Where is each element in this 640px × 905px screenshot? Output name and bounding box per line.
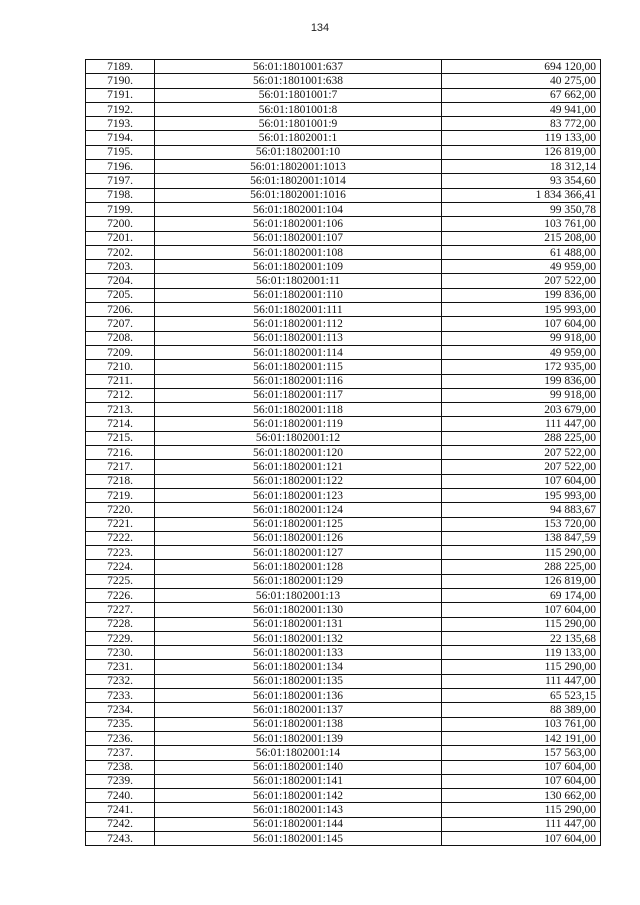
table-row	[86, 331, 601, 345]
cadastral-number-cell: 56:01:1802001:130	[155, 603, 442, 617]
value-cell: 49 959,00	[442, 345, 601, 359]
row-number-cell: 7226.	[86, 588, 155, 602]
cadastral-number-cell: 56:01:1802001:128	[155, 560, 442, 574]
table-row	[86, 245, 601, 259]
row-number-cell: 7236.	[86, 731, 155, 745]
table-row	[86, 774, 601, 788]
table-row	[86, 417, 601, 431]
value-cell: 203 679,00	[442, 403, 601, 417]
cadastral-table	[85, 59, 601, 846]
table-row	[86, 789, 601, 803]
row-number-cell: 7230.	[86, 646, 155, 660]
row-number-cell: 7240.	[86, 789, 155, 803]
row-number-cell: 7204.	[86, 274, 155, 288]
value-cell: 138 847,59	[442, 531, 601, 545]
table-row	[86, 832, 601, 846]
table-row	[86, 674, 601, 688]
table-row	[86, 360, 601, 374]
cadastral-number-cell: 56:01:1801001:637	[155, 60, 442, 74]
row-number-cell: 7210.	[86, 360, 155, 374]
value-cell: 69 174,00	[442, 588, 601, 602]
value-cell: 115 290,00	[442, 660, 601, 674]
table-row	[86, 388, 601, 402]
value-cell: 207 522,00	[442, 460, 601, 474]
value-cell: 99 350,78	[442, 202, 601, 216]
value-cell: 107 604,00	[442, 474, 601, 488]
cadastral-number-cell: 56:01:1802001:144	[155, 817, 442, 831]
table-row	[86, 460, 601, 474]
cadastral-number-cell: 56:01:1802001:125	[155, 517, 442, 531]
value-cell: 18 312,14	[442, 160, 601, 174]
value-cell: 103 761,00	[442, 217, 601, 231]
row-number-cell: 7206.	[86, 303, 155, 317]
value-cell: 40 275,00	[442, 74, 601, 88]
table-row	[86, 217, 601, 231]
value-cell: 153 720,00	[442, 517, 601, 531]
table-row	[86, 345, 601, 359]
cadastral-number-cell: 56:01:1802001:1	[155, 131, 442, 145]
value-cell: 119 133,00	[442, 131, 601, 145]
row-number-cell: 7191.	[86, 88, 155, 102]
value-cell: 111 447,00	[442, 417, 601, 431]
value-cell: 111 447,00	[442, 674, 601, 688]
value-cell: 107 604,00	[442, 317, 601, 331]
row-number-cell: 7209.	[86, 345, 155, 359]
value-cell: 67 662,00	[442, 88, 601, 102]
value-cell: 1 834 366,41	[442, 188, 601, 202]
row-number-cell: 7197.	[86, 174, 155, 188]
row-number-cell: 7211.	[86, 374, 155, 388]
row-number-cell: 7241.	[86, 803, 155, 817]
row-number-cell: 7239.	[86, 774, 155, 788]
cadastral-number-cell: 56:01:1802001:110	[155, 288, 442, 302]
value-cell: 49 941,00	[442, 102, 601, 116]
cadastral-number-cell: 56:01:1801001:638	[155, 74, 442, 88]
value-cell: 126 819,00	[442, 574, 601, 588]
cadastral-number-cell: 56:01:1802001:132	[155, 631, 442, 645]
value-cell: 94 883,67	[442, 503, 601, 517]
value-cell: 199 836,00	[442, 374, 601, 388]
cadastral-number-cell: 56:01:1801001:8	[155, 102, 442, 116]
row-number-cell: 7208.	[86, 331, 155, 345]
cadastral-number-cell: 56:01:1802001:127	[155, 546, 442, 560]
table-row	[86, 574, 601, 588]
cadastral-number-cell: 56:01:1802001:119	[155, 417, 442, 431]
cadastral-number-cell: 56:01:1802001:108	[155, 245, 442, 259]
value-cell: 83 772,00	[442, 117, 601, 131]
row-number-cell: 7192.	[86, 102, 155, 116]
table-row	[86, 374, 601, 388]
cadastral-number-cell: 56:01:1802001:123	[155, 488, 442, 502]
cadastral-number-cell: 56:01:1802001:129	[155, 574, 442, 588]
page-number: 134	[310, 22, 330, 34]
table-row	[86, 160, 601, 174]
row-number-cell: 7202.	[86, 245, 155, 259]
row-number-cell: 7196.	[86, 160, 155, 174]
cadastral-number-cell: 56:01:1802001:1013	[155, 160, 442, 174]
row-number-cell: 7219.	[86, 488, 155, 502]
cadastral-number-cell: 56:01:1802001:112	[155, 317, 442, 331]
cadastral-number-cell: 56:01:1802001:126	[155, 531, 442, 545]
row-number-cell: 7224.	[86, 560, 155, 574]
table-row	[86, 703, 601, 717]
value-cell: 172 935,00	[442, 360, 601, 374]
table-row	[86, 260, 601, 274]
cadastral-number-cell: 56:01:1802001:106	[155, 217, 442, 231]
value-cell: 107 604,00	[442, 774, 601, 788]
cadastral-number-cell: 56:01:1802001:121	[155, 460, 442, 474]
table-row	[86, 488, 601, 502]
cadastral-number-cell: 56:01:1802001:124	[155, 503, 442, 517]
cadastral-number-cell: 56:01:1802001:134	[155, 660, 442, 674]
row-number-cell: 7237.	[86, 746, 155, 760]
row-number-cell: 7195.	[86, 145, 155, 159]
value-cell: 93 354,60	[442, 174, 601, 188]
cadastral-number-cell: 56:01:1802001:116	[155, 374, 442, 388]
value-cell: 111 447,00	[442, 817, 601, 831]
row-number-cell: 7198.	[86, 188, 155, 202]
row-number-cell: 7238.	[86, 760, 155, 774]
table-row	[86, 760, 601, 774]
cadastral-number-cell: 56:01:1802001:122	[155, 474, 442, 488]
cadastral-number-cell: 56:01:1802001:14	[155, 746, 442, 760]
table-row	[86, 717, 601, 731]
table-row	[86, 431, 601, 445]
cadastral-number-cell: 56:01:1802001:11	[155, 274, 442, 288]
cadastral-number-cell: 56:01:1802001:133	[155, 646, 442, 660]
cadastral-number-cell: 56:01:1801001:7	[155, 88, 442, 102]
value-cell: 107 604,00	[442, 832, 601, 846]
table-row	[86, 60, 601, 74]
table-row	[86, 231, 601, 245]
row-number-cell: 7243.	[86, 832, 155, 846]
table-row	[86, 102, 601, 116]
table-row	[86, 603, 601, 617]
row-number-cell: 7207.	[86, 317, 155, 331]
row-number-cell: 7201.	[86, 231, 155, 245]
row-number-cell: 7218.	[86, 474, 155, 488]
row-number-cell: 7200.	[86, 217, 155, 231]
table-row	[86, 403, 601, 417]
row-number-cell: 7227.	[86, 603, 155, 617]
row-number-cell: 7215.	[86, 431, 155, 445]
value-cell: 107 604,00	[442, 760, 601, 774]
cadastral-number-cell: 56:01:1802001:1016	[155, 188, 442, 202]
value-cell: 61 488,00	[442, 245, 601, 259]
cadastral-number-cell: 56:01:1802001:114	[155, 345, 442, 359]
table-row	[86, 131, 601, 145]
cadastral-number-cell: 56:01:1802001:141	[155, 774, 442, 788]
cadastral-number-cell: 56:01:1802001:139	[155, 731, 442, 745]
value-cell: 22 135,68	[442, 631, 601, 645]
table-row	[86, 631, 601, 645]
row-number-cell: 7212.	[86, 388, 155, 402]
table-row	[86, 202, 601, 216]
row-number-cell: 7190.	[86, 74, 155, 88]
table-row	[86, 560, 601, 574]
table-row	[86, 660, 601, 674]
row-number-cell: 7205.	[86, 288, 155, 302]
table-row	[86, 531, 601, 545]
row-number-cell: 7235.	[86, 717, 155, 731]
table-row	[86, 503, 601, 517]
row-number-cell: 7194.	[86, 131, 155, 145]
value-cell: 99 918,00	[442, 331, 601, 345]
row-number-cell: 7233.	[86, 689, 155, 703]
table-row	[86, 188, 601, 202]
cadastral-number-cell: 56:01:1802001:12	[155, 431, 442, 445]
cadastral-number-cell: 56:01:1802001:111	[155, 303, 442, 317]
row-number-cell: 7242.	[86, 817, 155, 831]
value-cell: 215 208,00	[442, 231, 601, 245]
cadastral-number-cell: 56:01:1802001:131	[155, 617, 442, 631]
row-number-cell: 7193.	[86, 117, 155, 131]
cadastral-number-cell: 56:01:1802001:138	[155, 717, 442, 731]
table-row	[86, 517, 601, 531]
row-number-cell: 7221.	[86, 517, 155, 531]
value-cell: 288 225,00	[442, 431, 601, 445]
cadastral-number-cell: 56:01:1802001:120	[155, 446, 442, 460]
cadastral-number-cell: 56:01:1802001:10	[155, 145, 442, 159]
table-row	[86, 317, 601, 331]
value-cell: 142 191,00	[442, 731, 601, 745]
row-number-cell: 7220.	[86, 503, 155, 517]
value-cell: 119 133,00	[442, 646, 601, 660]
table-row	[86, 174, 601, 188]
table-row	[86, 646, 601, 660]
row-number-cell: 7213.	[86, 403, 155, 417]
row-number-cell: 7223.	[86, 546, 155, 560]
row-number-cell: 7232.	[86, 674, 155, 688]
cadastral-number-cell: 56:01:1802001:140	[155, 760, 442, 774]
cadastral-number-cell: 56:01:1802001:136	[155, 689, 442, 703]
value-cell: 157 563,00	[442, 746, 601, 760]
table-row	[86, 88, 601, 102]
table-row	[86, 303, 601, 317]
value-cell: 103 761,00	[442, 717, 601, 731]
value-cell: 126 819,00	[442, 145, 601, 159]
row-number-cell: 7199.	[86, 202, 155, 216]
value-cell: 199 836,00	[442, 288, 601, 302]
value-cell: 115 290,00	[442, 617, 601, 631]
row-number-cell: 7189.	[86, 60, 155, 74]
table-row	[86, 117, 601, 131]
cadastral-number-cell: 56:01:1802001:1014	[155, 174, 442, 188]
row-number-cell: 7229.	[86, 631, 155, 645]
cadastral-number-cell: 56:01:1802001:143	[155, 803, 442, 817]
value-cell: 207 522,00	[442, 446, 601, 460]
value-cell: 288 225,00	[442, 560, 601, 574]
row-number-cell: 7228.	[86, 617, 155, 631]
table-row	[86, 588, 601, 602]
value-cell: 195 993,00	[442, 303, 601, 317]
value-cell: 130 662,00	[442, 789, 601, 803]
row-number-cell: 7216.	[86, 446, 155, 460]
value-cell: 195 993,00	[442, 488, 601, 502]
table-row	[86, 274, 601, 288]
row-number-cell: 7225.	[86, 574, 155, 588]
row-number-cell: 7231.	[86, 660, 155, 674]
value-cell: 65 523,15	[442, 689, 601, 703]
cadastral-number-cell: 56:01:1802001:107	[155, 231, 442, 245]
cadastral-number-cell: 56:01:1802001:135	[155, 674, 442, 688]
table-row	[86, 546, 601, 560]
cadastral-number-cell: 56:01:1802001:13	[155, 588, 442, 602]
value-cell: 694 120,00	[442, 60, 601, 74]
table-row	[86, 746, 601, 760]
table-row	[86, 288, 601, 302]
value-cell: 115 290,00	[442, 803, 601, 817]
row-number-cell: 7214.	[86, 417, 155, 431]
cadastral-number-cell: 56:01:1802001:104	[155, 202, 442, 216]
value-cell: 99 918,00	[442, 388, 601, 402]
table-row	[86, 446, 601, 460]
cadastral-number-cell: 56:01:1802001:117	[155, 388, 442, 402]
table-row	[86, 617, 601, 631]
row-number-cell: 7203.	[86, 260, 155, 274]
cadastral-number-cell: 56:01:1802001:137	[155, 703, 442, 717]
value-cell: 49 959,00	[442, 260, 601, 274]
cadastral-number-cell: 56:01:1802001:118	[155, 403, 442, 417]
table-row	[86, 145, 601, 159]
table-row	[86, 74, 601, 88]
value-cell: 88 389,00	[442, 703, 601, 717]
table-body	[86, 60, 601, 846]
table-row	[86, 731, 601, 745]
cadastral-number-cell: 56:01:1802001:109	[155, 260, 442, 274]
row-number-cell: 7217.	[86, 460, 155, 474]
cadastral-number-cell: 56:01:1801001:9	[155, 117, 442, 131]
cadastral-number-cell: 56:01:1802001:142	[155, 789, 442, 803]
table-row	[86, 803, 601, 817]
cadastral-number-cell: 56:01:1802001:115	[155, 360, 442, 374]
row-number-cell: 7222.	[86, 531, 155, 545]
value-cell: 207 522,00	[442, 274, 601, 288]
table-row	[86, 817, 601, 831]
table-row	[86, 474, 601, 488]
cadastral-number-cell: 56:01:1802001:113	[155, 331, 442, 345]
cadastral-table-container	[85, 59, 596, 846]
value-cell: 107 604,00	[442, 603, 601, 617]
value-cell: 115 290,00	[442, 546, 601, 560]
row-number-cell: 7234.	[86, 703, 155, 717]
table-row	[86, 689, 601, 703]
cadastral-number-cell: 56:01:1802001:145	[155, 832, 442, 846]
